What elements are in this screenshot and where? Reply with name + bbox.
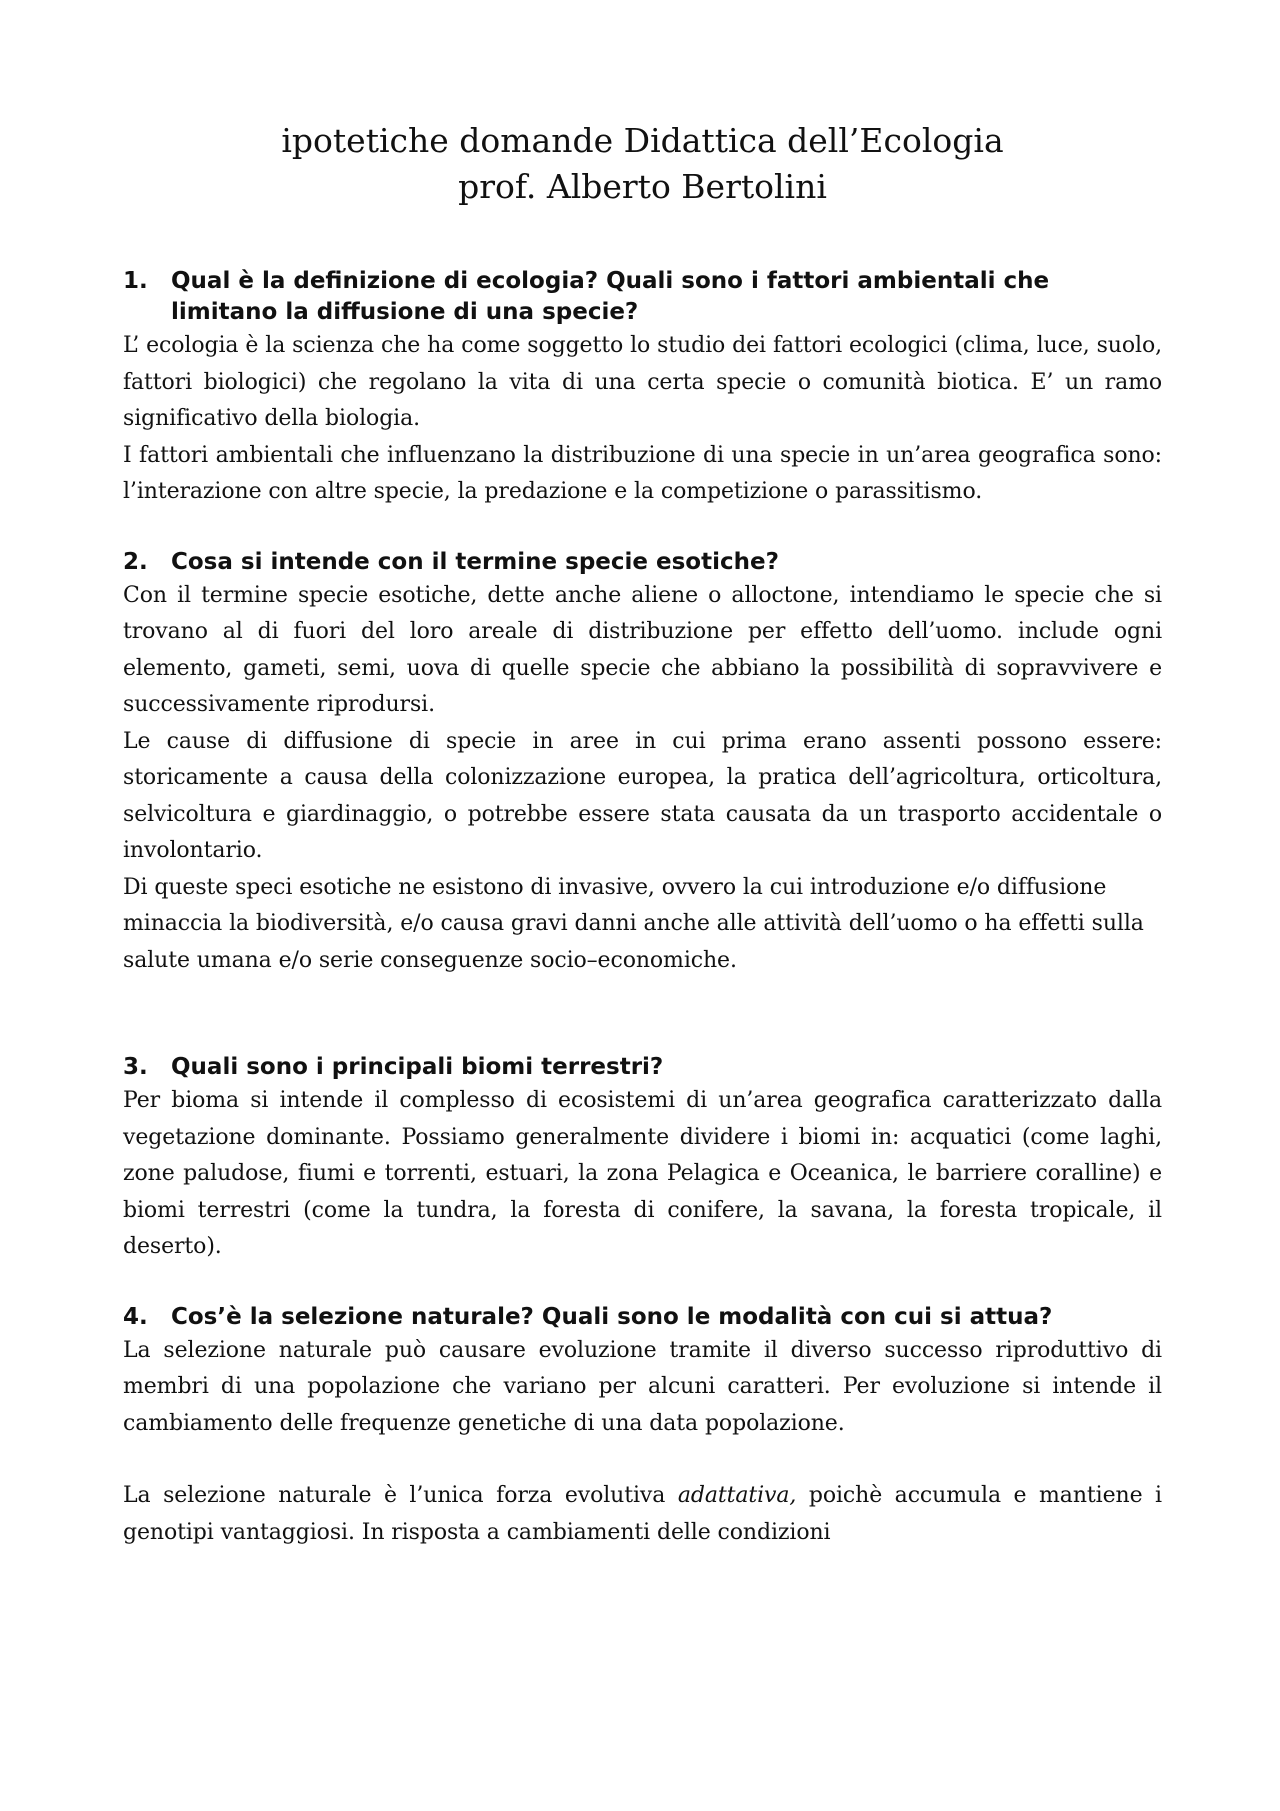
question-heading — [123, 266, 1162, 328]
question-section-1 — [123, 266, 1162, 511]
question-heading — [123, 1052, 1162, 1083]
answer-paragraph: Con il termine specie esotiche, dette anche aliene o alloctone, intendiamo le specie che si trovano al di fuori del loro areale di distribuzione per effetto dell’uomo. include ogni elemento, gameti, semi, uova di quelle specie che abbiano la possibilità di sopravvivere e successivamente riprodursi. — [123, 582, 1162, 717]
answer-paragraph: Le cause di diffusione di specie in aree in cui prima erano assenti possono essere: storicamente a causa della colonizzazione europea, la pratica dell’agricoltura, orticoltura, selvicoltura e giardinaggio, o potrebbe essere stata causata da un trasporto accidentale o involontario. — [123, 728, 1162, 863]
answer-paragraph: Di queste speci esotiche ne esistono di invasive, ovvero la cui introduzione e/o diffusione minaccia la biodiversità, e/o causa gravi danni anche alle attività dell’uomo o ha effetti sulla salute umana e/o serie conseguenze socio–economiche. — [123, 874, 1144, 973]
answer-paragraph: L’ ecologia è la scienza che ha come soggetto lo studio dei fattori ecologici (clima, luce, suolo, fattori biologici) che regolano la vita di una certa specie o comunità biotica. E’ un ramo significativo della biologia. — [123, 333, 1162, 431]
question-text: Cos’è la selezione naturale? Quali sono le modalità con cui si attua? — [171, 1303, 1053, 1330]
question-text: Qual è la definizione di ecologia? Quali sono i fattori ambientali che limitano la diffusione di una specie? — [171, 268, 1050, 325]
question-text: Quali sono i principali biomi terrestri? — [171, 1054, 664, 1080]
question-number: 2. — [123, 548, 148, 575]
title-line-1: ipotetiche domande Didattica dell’Ecologia — [281, 121, 1004, 160]
italic-term: adattativa, — [677, 1483, 797, 1508]
text-span: poichè accumula e mantiene i genotipi vantaggiosi. In risposta a cambiamenti delle condizioni — [123, 1483, 1162, 1545]
question-number: 1. — [123, 268, 148, 294]
question-heading — [123, 1302, 1162, 1333]
answer-paragraph: La selezione naturale può causare evoluzione tramite il diverso successo riproduttivo di membri di una popolazione che variano per alcuni caratteri. Per evoluzione si intende il cambiamento delle frequenze genetiche di una data popolazione. — [123, 1337, 1162, 1436]
document-title — [123, 118, 1162, 210]
question-section-4 — [123, 1302, 1162, 1552]
text-span: La selezione naturale è l’unica forza evolutiva — [123, 1483, 678, 1508]
question-section-3 — [123, 1052, 1162, 1266]
answer-paragraph-continued — [123, 1478, 1162, 1551]
question-text: Cosa si intende con il termine specie esotiche? — [171, 548, 779, 575]
answer-paragraph: I fattori ambientali che influenzano la distribuzione di una specie in un’area geografica sono: l’interazione con altre specie, la predazione e la competizione o parassitismo. — [123, 442, 1162, 504]
title-line-2: prof. Alberto Bertolini — [458, 167, 827, 206]
question-heading — [123, 547, 1162, 578]
question-section-2 — [123, 547, 1162, 980]
answer-paragraph: Per bioma si intende il complesso di ecosistemi di un’area geografica caratterizzato dalla vegetazione dominante. Possiamo generalmente dividere i biomi in: acquatici (come laghi, zone paludose, fiumi e torrenti, estuari, la zona Pelagica e Oceanica, le barriere coralline) e biomi terrestri (come la tundra, la foresta di conifere, la savana, la foresta tropicale, il deserto). — [123, 1088, 1162, 1259]
question-number: 3. — [123, 1054, 148, 1080]
question-number: 4. — [123, 1303, 148, 1330]
